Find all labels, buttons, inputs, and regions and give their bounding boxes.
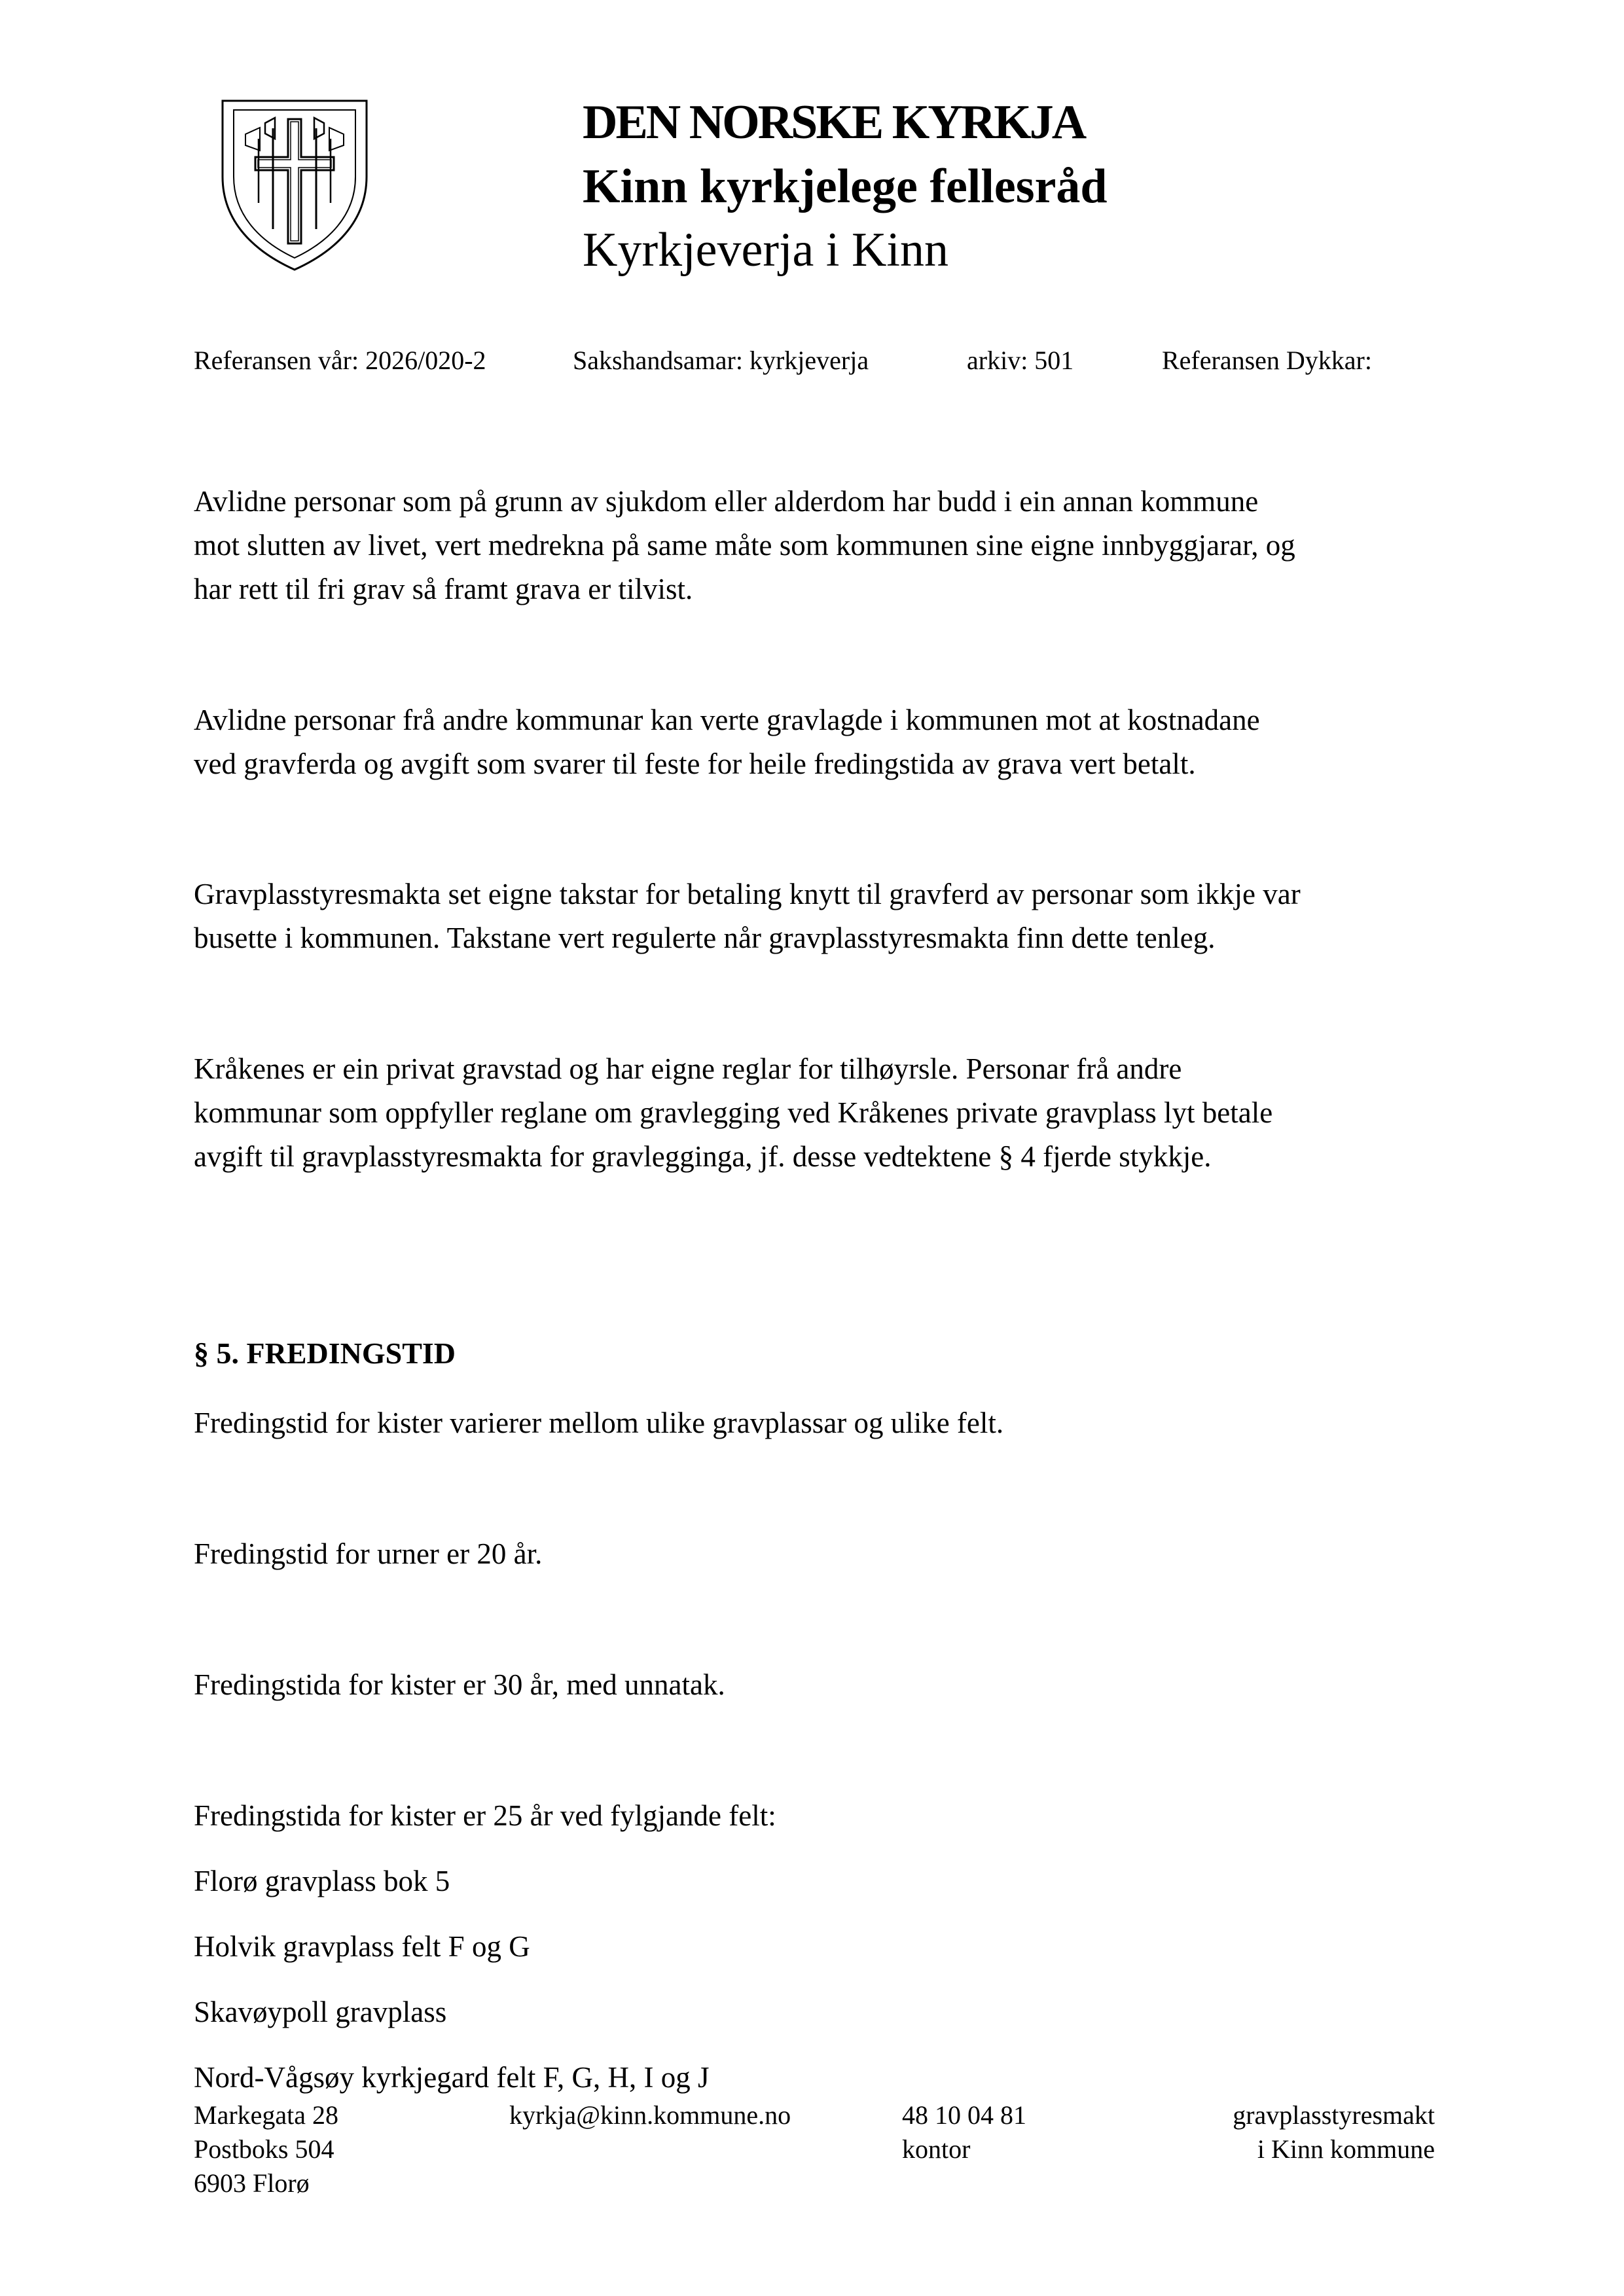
footer-address-line: Markegata 28 (194, 2100, 339, 2130)
paragraph (194, 1047, 1272, 1179)
org-name: DEN NORSKE KYRKJA (583, 96, 1085, 149)
section-line: Fredingstida for kister er 25 år ved fylgjande felt: (194, 1799, 776, 1832)
section-line: Fredingstid for urner er 20 år. (194, 1537, 543, 1570)
section-line: Fredingstida for kister er 30 år, med unnatak. (194, 1668, 725, 1701)
footer-authority-line: gravplasstyresmakt (1233, 2100, 1435, 2130)
list-item: Skavøypoll gravplass (194, 1996, 447, 2028)
footer-address-line: 6903 Florø (194, 2168, 310, 2198)
section-line: Fredingstid for kister varierer mellom ulike gravplassar og ulike felt. (194, 1407, 1004, 1439)
list-item: Nord-Vågsøy kyrkjegard felt F, G, H, I og J (194, 2061, 710, 2094)
footer-phone-label: kontor (902, 2134, 971, 2164)
paragraph-line: Avlidne personar frå andre kommunar kan verte gravlagde i kommunen mot at kostnadane (194, 704, 1260, 736)
footer-authority-line: i Kinn kommune (1257, 2134, 1435, 2164)
paragraph-line: Gravplasstyresmakta set eigne takstar for betaling knytt til gravferd av personar som ikkje var (194, 878, 1301, 910)
case-handler: Sakshandsamar: kyrkjeverja (573, 346, 869, 375)
archive-number: arkiv: 501 (967, 346, 1074, 375)
paragraph (194, 480, 1295, 611)
paragraph-line: ved gravferda og avgift som svarer til feste for heile fredingstida av grava vert betalt. (194, 747, 1196, 780)
section-heading: § 5. FREDINGSTID (194, 1336, 456, 1370)
paragraph-line: Avlidne personar som på grunn av sjukdom eller alderdom har budd i ein annan kommune (194, 485, 1259, 518)
footer-phone-number: 48 10 04 81 (902, 2100, 1026, 2130)
your-reference: Referansen Dykkar: (1162, 346, 1372, 375)
list-item: Florø gravplass bok 5 (194, 1865, 450, 1897)
paragraph-line: busette i kommunen. Takstane vert regulerte når gravplasstyresmakta finn dette tenleg. (194, 922, 1216, 954)
list-item: Holvik gravplass felt F og G (194, 1930, 530, 1963)
council-name: Kinn kyrkjelege fellesråd (583, 160, 1108, 213)
paragraph-line: mot slutten av livet, vert medrekna på same måte som kommunen sine eigne innbyggjarar, og (194, 529, 1295, 562)
paragraph-line: kommunar som oppfyller reglane om gravlegging ved Kråkenes private gravplass lyt betale (194, 1096, 1273, 1129)
our-reference: Referansen vår: 2026/020-2 (194, 346, 486, 375)
paragraph-line: avgift til gravplasstyresmakta for gravlegginga, jf. desse vedtektene § 4 fjerde stykkje. (194, 1140, 1212, 1173)
paragraph-line: Kråkenes er ein privat gravstad og har eigne reglar for tilhøyrsle. Personar frå andre (194, 1052, 1182, 1085)
paragraph (194, 698, 1260, 786)
footer-email[interactable]: kyrkja@kinn.kommune.no (509, 2100, 791, 2130)
paragraph-line: har rett til fri grav så framt grava er tilvist. (194, 573, 693, 605)
footer-address-line: Postboks 504 (194, 2134, 334, 2164)
church-of-norway-cross-shield-icon (219, 98, 370, 272)
paragraph (194, 872, 1301, 960)
footer-phone (902, 2098, 1026, 2166)
footer-authority (1165, 2098, 1435, 2166)
office-name: Kyrkjeverja i Kinn (583, 223, 948, 277)
footer-address (194, 2098, 338, 2200)
